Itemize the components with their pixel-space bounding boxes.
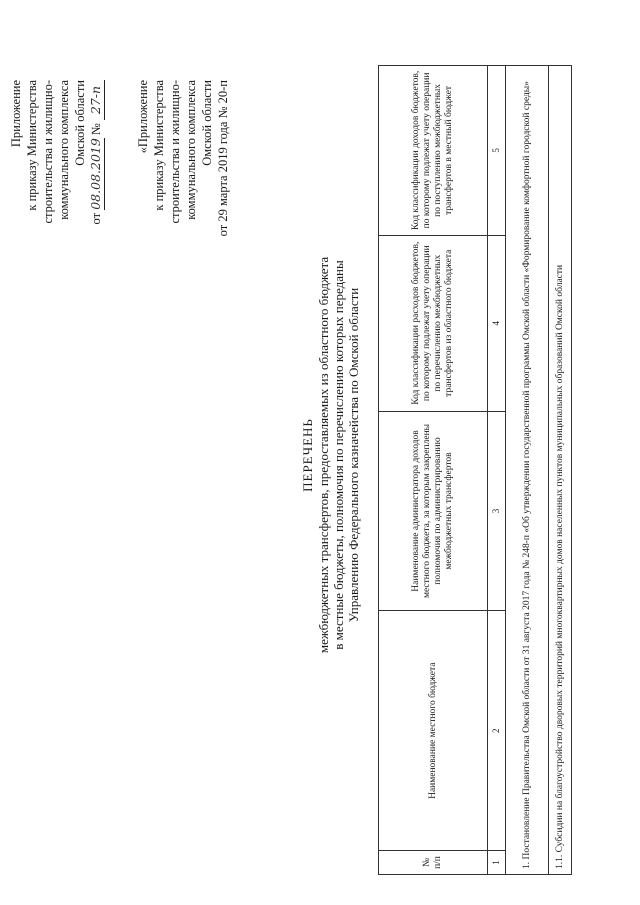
appendix-date-line (88, 80, 105, 320)
appendix-date-line: от 29 марта 2019 года № 20-п (216, 80, 230, 237)
column-number: 1 (488, 851, 506, 875)
section-text: 1. Постановление Правительства Омской области от 31 августа 2017 года № 248-п «Об утверждении государственной программы Омской области «Формирование комфортной городской среды» (506, 66, 549, 875)
column-number: 3 (488, 411, 506, 611)
table-header-row (379, 66, 488, 875)
column-header: Код классификации расходов бюджетов, по которому подлежат учету операции по перечислению межбюджетных трансфертов из областного бюджета (379, 235, 488, 411)
column-header: Наименование администратора доходов местного бюджета, за которым закреплены полномочия по администрированию межбюджетных трансфертов (379, 411, 488, 611)
subsection-text: 1.1. Субсидии на благоустройство дворовых территорий многоквартирных домов населенных пунктов муниципальных образований Омской области (549, 66, 572, 875)
heading-line: Управлению Федерального казначейства по Омской области (346, 287, 361, 623)
appendix-title: Приложение (9, 80, 23, 148)
column-number: 4 (488, 235, 506, 411)
column-header: Наименование местного бюджета (379, 611, 488, 851)
appendix-line: к приказу Министерства (25, 80, 39, 211)
heading-title: ПЕРЕЧЕНЬ (300, 418, 315, 492)
handwritten-number: 27-п (88, 80, 105, 120)
column-header: № п/п (379, 851, 488, 875)
document-heading (300, 45, 361, 865)
appendix-line: к приказу Министерства (152, 80, 166, 211)
appendix-line: Омской области (73, 80, 87, 166)
appendix-block-old (135, 80, 231, 320)
date-prefix: от (89, 212, 103, 225)
heading-line: межбюджетных трансфертов, предоставляемых из областного бюджета (316, 256, 331, 654)
table-section-row (506, 66, 549, 875)
table-numbering-row (488, 66, 506, 875)
heading-line: в местные бюджеты, полномочия по перечислению которых переданы (331, 260, 346, 650)
number-prefix: № (89, 123, 103, 136)
appendix-block-new (8, 80, 105, 320)
column-header: Код классификации доходов бюджетов, по которому подлежат учету операции по поступлению межбюджетных трансфертов в местный бюджет (379, 66, 488, 236)
appendix-line: Омской области (200, 80, 214, 166)
appendix-line: строительства и жилищно- (168, 80, 182, 224)
table-subsection-row (549, 66, 572, 875)
handwritten-date: 08.08.2019 (88, 138, 103, 210)
column-number: 5 (488, 66, 506, 236)
appendix-line: строительства и жилищно- (41, 80, 55, 224)
appendix-line: коммунального комплекса (184, 80, 198, 220)
appendix-line: коммунального комплекса (57, 80, 71, 220)
column-number: 2 (488, 611, 506, 851)
appendix-title: «Приложение (136, 80, 150, 154)
transfers-table (378, 65, 572, 875)
